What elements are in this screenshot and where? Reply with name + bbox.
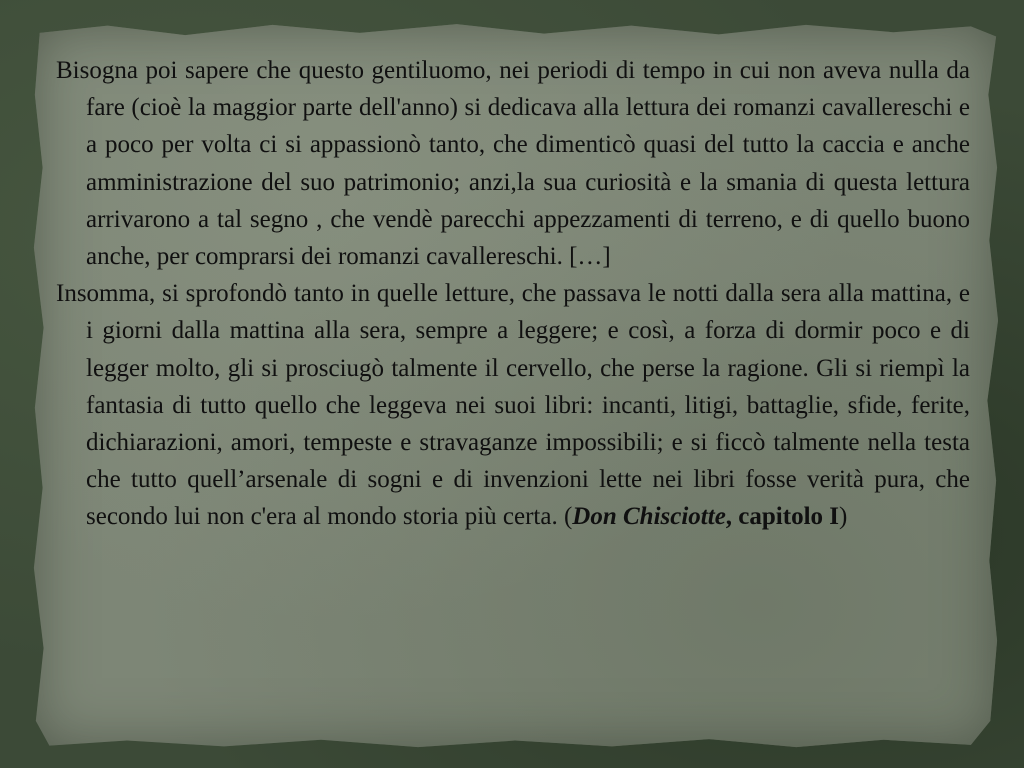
paragraph-1-text: Bisogna poi sapere che questo gentiluomo, nei periodi di tempo in cui non aveva nulla da fare (cioè la maggior parte dell'anno) si dedicava alla lettura dei romanzi cavallereschi e a poco per volta ci si appassionò tanto, che dimenticò quasi del tutto la caccia e anche amministrazione del suo patrimonio; anzi,la sua curiosità e la smania di questa lettura arrivarono a tal segno , che vendè parecchi appezzamenti di terreno, e di quello buono anche, per comprarsi dei romanzi cavallereschi. […] xyxy=(56,57,970,271)
citation-close: ) xyxy=(839,503,848,531)
paragraph-2-text: Insomma, si sprofondò tanto in quelle letture, che passava le notti dalla sera alla mattina, e i giorni dalla mattina alla sera, sempre a leggere; e così, a forza di dormir poco e di legger molto, gli si prosciugò talmente il cervello, che perse la ragione. Gli si riempì la fantasia di tutto quello che leggeva nei suoi libri: incanti, litigi, battaglie, sfide, ferite, dichiarazioni, amori, tempeste e stravaganze impossibili; e si ficcò talmente nella testa che tutto quell’arsenale di sogni e di invenzioni lette nei libri fosse verità pura, che secondo lui non c'era al mondo storia più certa. ( xyxy=(56,280,970,531)
citation-title: Don Chisciotte xyxy=(572,503,726,531)
text-body xyxy=(56,52,970,536)
paragraph-2 xyxy=(56,275,970,535)
citation-chapter: , capitolo I xyxy=(725,503,839,531)
paragraph-1 xyxy=(56,52,970,275)
